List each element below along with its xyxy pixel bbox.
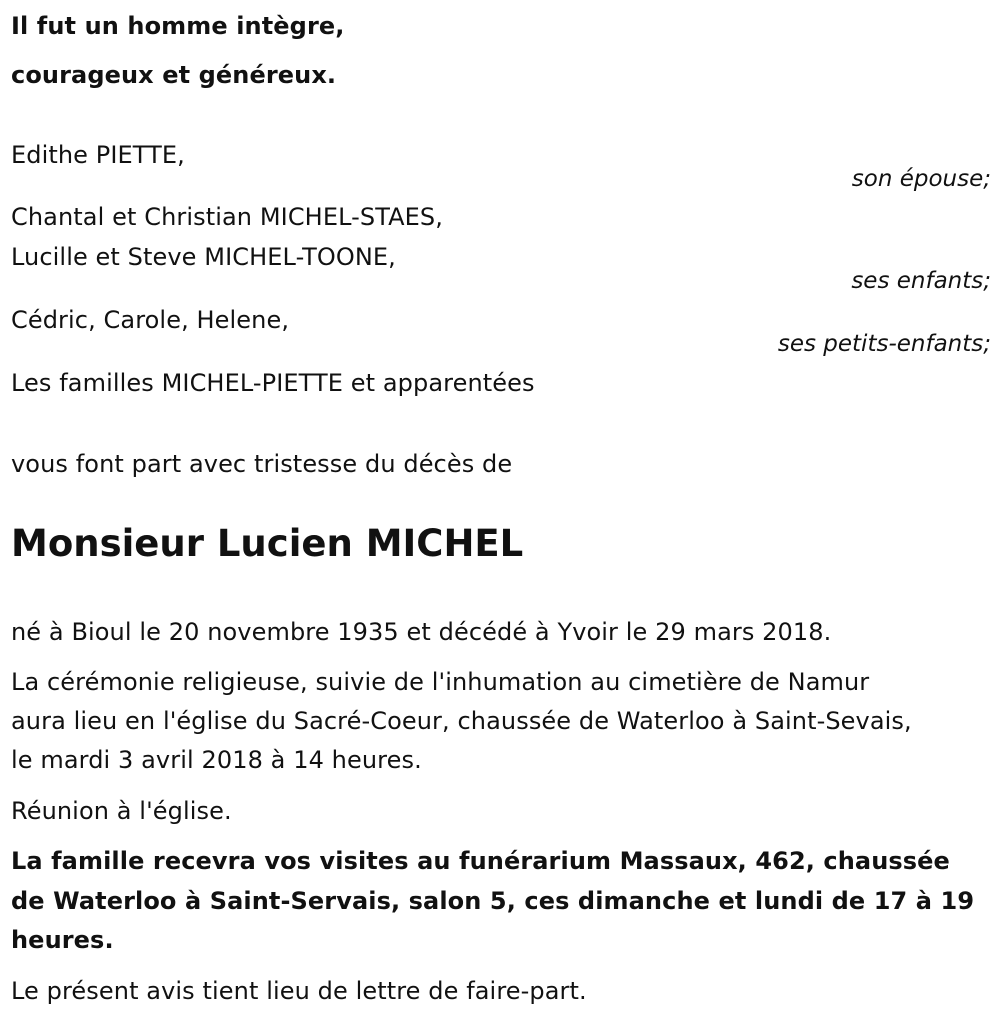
visits-line-3: heures.	[11, 926, 114, 954]
grandchildren-names: Cédric, Carole, Helene,	[11, 306, 290, 334]
child-line-1: Chantal et Christian MICHEL-STAES,	[11, 203, 443, 231]
deceased-name: Monsieur Lucien MICHEL	[11, 522, 524, 565]
announcement-text: vous font part avec tristesse du décès de	[11, 450, 513, 478]
ceremony-line-2: aura lieu en l'église du Sacré-Coeur, chaussée de Waterloo à Saint-Sevais,	[11, 707, 912, 735]
closing-text: Le présent avis tient lieu de lettre de faire-part.	[11, 977, 587, 1005]
meeting-text: Réunion à l'église.	[11, 797, 232, 825]
grandchildren-role: ses petits-enfants;	[777, 331, 991, 357]
spouse-name: Edithe PIETTE,	[11, 141, 185, 169]
child-line-2: Lucille et Steve MICHEL-TOONE,	[11, 243, 396, 271]
visits-line-2: de Waterloo à Saint-Servais, salon 5, ces dimanche et lundi de 17 à 19	[11, 887, 975, 915]
epitaph-line-2: courageux et généreux.	[11, 61, 337, 89]
spouse-role: son épouse;	[851, 166, 991, 192]
birth-death-dates: né à Bioul le 20 novembre 1935 et décédé à Yvoir le 29 mars 2018.	[11, 618, 832, 646]
visits-line-1: La famille recevra vos visites au funérarium Massaux, 462, chaussée	[11, 847, 950, 875]
ceremony-line-3: le mardi 3 avril 2018 à 14 heures.	[11, 746, 422, 774]
ceremony-line-1: La cérémonie religieuse, suivie de l'inhumation au cimetière de Namur	[11, 668, 870, 696]
children-role: ses enfants;	[851, 268, 991, 294]
epitaph-line-1: Il fut un homme intègre,	[11, 12, 345, 40]
extended-families: Les familles MICHEL-PIETTE et apparentées	[11, 369, 535, 397]
